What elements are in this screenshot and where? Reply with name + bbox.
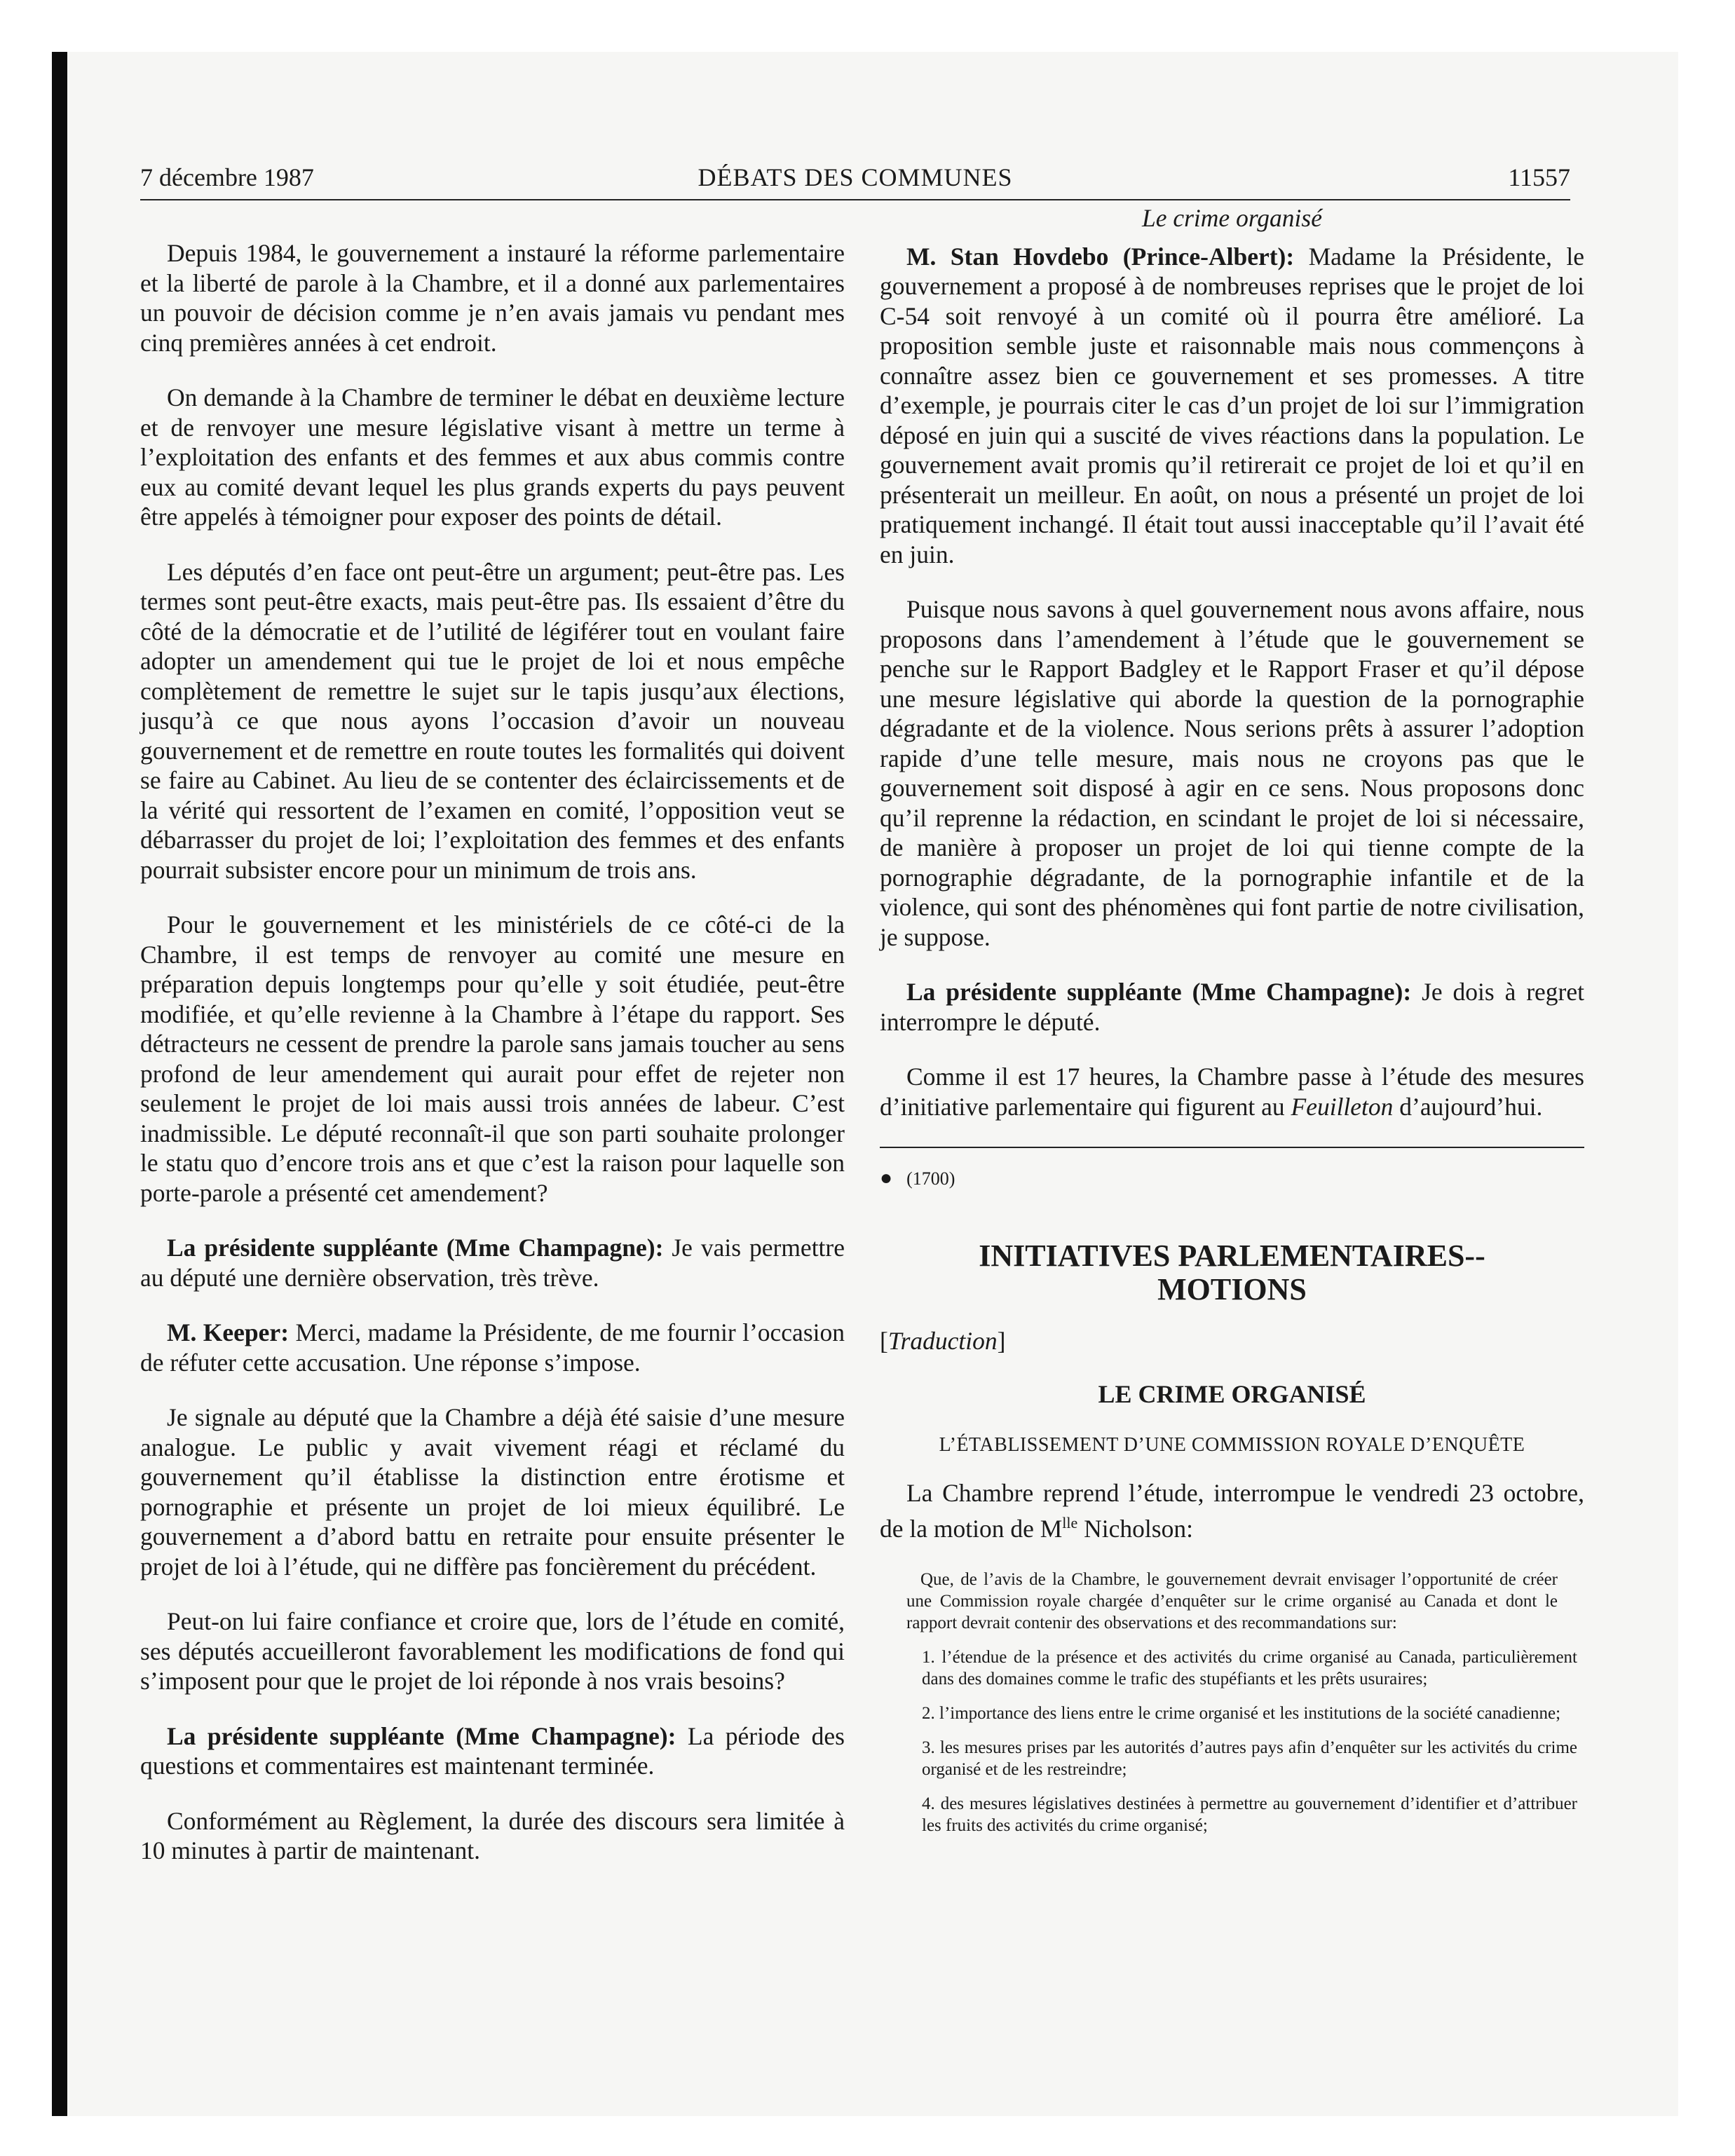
speech-text: Madame la Présidente, le gouvernement a proposé à de nombreuses reprises que le projet de loi C-54 soit renvoyé à un comité où il pourra être amélioré. La proposition semble juste et raisonnable mais nous commençons à connaître assez bien ce gouvernement et ses promesses. A titre d’exemple, je pourrais citer le cas d’un projet de loi sur l’immigration déposé en juin qui a suscité de vives réactions dans la population. Le gouvernement avait promis qu’il retirerait ce projet de loi et qu’il en présenterait un meilleur. En août, on nous a présenté un projet de loi pratiquement inchangé. Il était tout aussi inacceptable qu’il l’avait été en juin. [880,242,1584,568]
paragraph: Pour le gouvernement et les ministériels de ce côté-ci de la Chambre, il est temps de renvoyer au comité une mesure en préparation depuis longtemps pour qu’elle y soit étudiée, peut-être modifiée, et qu’elle revienne à la Chambre à l’étape du rapport. Ses détracteurs ne cessent de prendre la parole sans jamais toucher au sens profond de leur amendement qui aurait pour effet de rejeter non seulement le projet de loi mais aussi trois années de labeur. C’est inadmissible. Le député reconnaît-il que son parti souhaite prolonger le statu quo d’encore trois ans et que c’est la raison pour laquelle son porte-parole a présenté cet amendement? [140,910,845,1207]
speech-text: Merci, madame la Présidente, de me fournir l’occasion de réfuter cette accusation. Une réponse s’impose. [140,1318,845,1377]
scan-edge-bar [52,52,67,2116]
speech-text: La période des questions et commentaires est maintenant terminée. [140,1721,845,1780]
main-heading [880,1239,1584,1306]
bullet-icon: ● [880,1166,893,1189]
bracket-close: ] [997,1326,1006,1355]
bracket-open: [ [880,1326,888,1355]
paragraph: Puisque nous savons à quel gouvernement nous avons affaire, nous proposons dans l’amendement à l’étude que le gouvernement se penche sur le Rapport Badgley et le Rapport Fraser et qu’il dépose une mesure législative qui aborde la question de la pornographie dégradante et de la violence. Nous serions prêts à assurer l’adoption rapide d’une telle mesure, mais nous ne croyons pas que le gouvernement soit disposé à agir en ce sens. Nous proposons donc qu’il reprenne la rédaction, en scindant le projet de loi si nécessaire, de manière à proposer un projet de loi qui tienne compte de la pornographie dégradante, de la pornographie infantile et de la violence, qui sont des phénomènes qui font partie de notre civilisation, je suppose. [880,595,1584,951]
translation-note [880,1326,1584,1356]
paragraph-text-end: Nicholson: [1077,1514,1193,1543]
speech-paragraph [880,242,1584,570]
paragraph: Conformément au Règlement, la durée des discours sera limitée à 10 minutes à partir de maintenant. [140,1806,845,1864]
speaker-name: M. Stan Hovdebo (Prince-Albert): [906,242,1295,271]
time-stamp: (1700) [906,1168,955,1189]
paragraph-text: La Chambre reprend l’étude, interrompue le vendredi 23 octobre, de la motion de M [880,1479,1584,1543]
header-page-number: 11557 [1508,163,1570,191]
speaker-name: La présidente suppléante (Mme Champagne): [167,1721,676,1750]
main-heading-line1: INITIATIVES PARLEMENTAIRES-- [979,1238,1485,1273]
feuilleton-italic: Feuilleton [1291,1092,1394,1121]
speaker-name: La présidente suppléante (Mme Champagne): [167,1234,664,1262]
speech-paragraph [140,1318,845,1377]
paragraph-text: Comme il est 17 heures, la Chambre passe à l’étude des mesures d’initiative parlementaire qui figurent au [880,1063,1584,1121]
subheading: LE CRIME ORGANISÉ [1098,1380,1366,1408]
motion-item: 1. l’étendue de la présence et des activités du crime organisé au Canada, particulièrement dans des domaines comme le trafic des stupéfiants et les prêts usuraires; [922,1647,1577,1688]
section-divider [880,1147,1584,1148]
time-marker [880,1164,1584,1194]
paragraph-text-end: d’aujourd’hui. [1393,1092,1543,1121]
paragraph: Je signale au député que la Chambre a déjà été saisie d’une mesure analogue. Le public y avait vivement réagi et réclamé du gouvernement qu’il établisse la distinction entre érotisme et pornographie et présente un projet de loi mieux équilibré. Le gouvernement a d’abord battu en retraite pour ensuite présenter le projet de loi à l’étude, qui ne diffère pas foncièrement du précédent. [140,1403,845,1581]
header-date: 7 décembre 1987 [140,163,314,191]
left-column [140,238,845,2117]
paragraph: On demande à la Chambre de terminer le débat en deuxième lecture et de renvoyer une mesure législative visant à mettre un terme à l’exploitation des enfants et des femmes et aux abus commis contre eux au comité devant lequel les plus grands experts du pays peuvent être appelés à témoigner pour exposer des points de détail. [140,383,845,531]
paragraph: Peut-on lui faire confiance et croire que, lors de l’étude en comité, ses députés accueilleront favorablement les modifications de fond qui s’imposent pour que le projet de loi réponde à nos vrais besoins? [140,1607,845,1695]
speech-paragraph [140,1721,845,1781]
superscript: lle [1062,1513,1078,1531]
paragraph [880,1062,1584,1121]
paragraph [880,1478,1584,1543]
speech-paragraph [140,1233,845,1292]
speech-text: Je vais permettre au député une dernière observation, très trève. [140,1234,845,1292]
header-title: DÉBATS DES COMMUNES [698,163,1013,191]
page-header [140,163,1570,200]
motion-item: 4. des mesures législatives destinées à permettre au gouvernement d’identifier et d’attribuer les fruits des activités du crime organisé; [922,1794,1577,1835]
motion-item: 3. les mesures prises par les autorités d’autres pays afin d’enquêter sur les activités du crime organisé et de les restreindre; [922,1738,1577,1779]
right-column [880,203,1584,2082]
speaker-name: M. Keeper: [167,1318,290,1346]
translation-label: Traduction [887,1326,998,1355]
motion-item: 2. l’importance des liens entre le crime organisé et les institutions de la société canadienne; [922,1703,1561,1723]
speech-paragraph [880,977,1584,1037]
speech-text: Je dois à regret interrompre le député. [880,978,1585,1036]
motion-text: Que, de l’avis de la Chambre, le gouvernement devrait envisager l’opportunité de créer une Commission royale chargée d’enquêter sur le crime organisé au Canada et dont le rapport devrait contenir des observations et des recommandations sur: [906,1569,1558,1632]
sub-subheading: L’ÉTABLISSEMENT D’UNE COMMISSION ROYALE D’ENQUÊTE [939,1433,1525,1456]
speaker-name: La présidente suppléante (Mme Champagne): [906,978,1412,1006]
paragraph: Depuis 1984, le gouvernement a instauré la réforme parlementaire et la liberté de parole à la Chambre, et il a donné aux parlementaires un pouvoir de décision comme je n’en avais jamais vu pendant mes cinq premières années à cet endroit. [140,239,845,357]
main-heading-line2: MOTIONS [1157,1271,1307,1306]
paragraph: Les députés d’en face ont peut-être un argument; peut-être pas. Les termes sont peut-être exacts, mais peut-être pas. Ils essaient d’être du côté de la démocratie et de l’utilité de légiférer tout en voulant faire adopter un amendement qui tue le projet de loi et nous empêche complètement de remettre le sujet sur le tapis jusqu’aux élections, jusqu’à ce que nous ayons l’occasion d’avoir un nouveau gouvernement et de remettre en route toutes les formalités qui doivent se faire au Cabinet. Au lieu de se contenter des éclaircissements et de la vérité qui ressortent de l’examen en comité, l’opposition veut se débarrasser du projet de loi; l’exploitation des femmes et des enfants pourrait subsister encore pour un minimum de trois ans. [140,557,845,884]
section-title: Le crime organisé [1141,204,1322,232]
